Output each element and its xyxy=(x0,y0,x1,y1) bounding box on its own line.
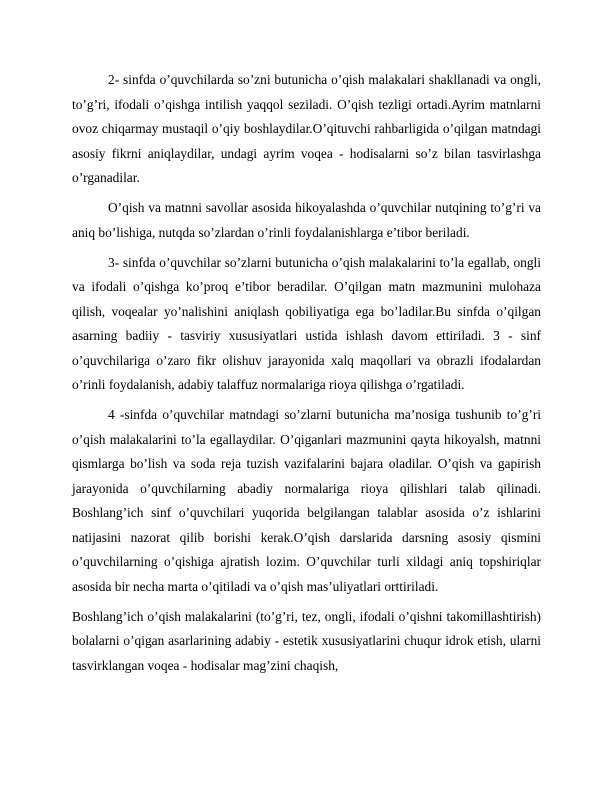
paragraph-grade-3: 3- sinfda o’quvchilar so’zlarni butunicha o’qish malakalarini to’la egallab, ongli va ifodali o’qishga ko’proq e’tibor beradilar. O’qilgan matn mazmunini mulohaza qilish, voqealar yo’nalishini aniqlash qobiliyatiga ega bo’ladilar.Bu sinfda o’qilgan asarning badiiy - tasviriy xususiyatlari ustida ishlash davom ettiriladi. 3 - sinf o’quvchilariga o’zaro fikr olishuv jarayonida xalq maqollari va obrazli ifodalardan o’rinli foydalanish, adabiy talaffuz normalariga rioya qilishga o’rgatiladi. xyxy=(72,254,541,392)
paragraph-grade-2: 2- sinfda o’quvchilarda so’zni butunicha o’qish malakalari shakllanadi va ongli, to’g’ri, ifodali o’qishga intilish yaqqol seziladi. O’qish tezligi ortadi.Ayrim matnlarni ovoz chiqarmay mustaqil o’qiy boshlaydilar.O’qituvchi rahbarligida o’qilgan matndagi asosiy fikrni aniqlaydilar, undagi ayrim voqea - hodisalarni so’z bilan tasvirlashga o’rganadilar. xyxy=(72,72,541,185)
paragraph-reading-skills: Boshlang’ich o’qish malakalarini (to’g’ri, tez, ongli, ifodali o’qishni takomillashtirish) bolalarni o’qigan asarlarining adabiy - estetik xususiyatlarini chuqur idrok etish, ularni tasvirklangan voqea - hodisalar mag’zini chaqish, xyxy=(72,608,541,673)
paragraph-grade-4: 4 -sinfda o’quvchilar matndagi so’zlarni butunicha ma’nosiga tushunib to’g’ri o’qish malakalarini to’la egallaydilar. O’qiganlari mazmunini qayta hikoyalsh, matnni qismlarga bo’lish va soda reja tuzish vazifalarini bajara oladilar. O’qish va gapirish jarayonida o’quvchilarning abadiy normalariga rioya qilishlari talab qilinadi. Boshlang’ich sinf o’quvchilari yuqorida belgilangan talablar asosida o’z ishlarini natijasini nazorat qilib borishi kerak.O’qish darslarida darsning asosiy qismini o’quvchilarning o’qishiga ajratish lozim. O’quvchilar turli xildagi aniq topshiriqlar asosida bir necha marta o’qitiladi va o’qish mas’uliyatlari orttiriladi. xyxy=(72,407,541,594)
document-body xyxy=(72,68,541,684)
paragraph-retelling: O’qish va matnni savollar asosida hikoyalashda o’quvchilar nutqining to’g’ri va aniq bo’lishiga, nutqda so’zlardan o’rinli foydalanishlarga e’tibor beriladi. xyxy=(72,200,541,240)
